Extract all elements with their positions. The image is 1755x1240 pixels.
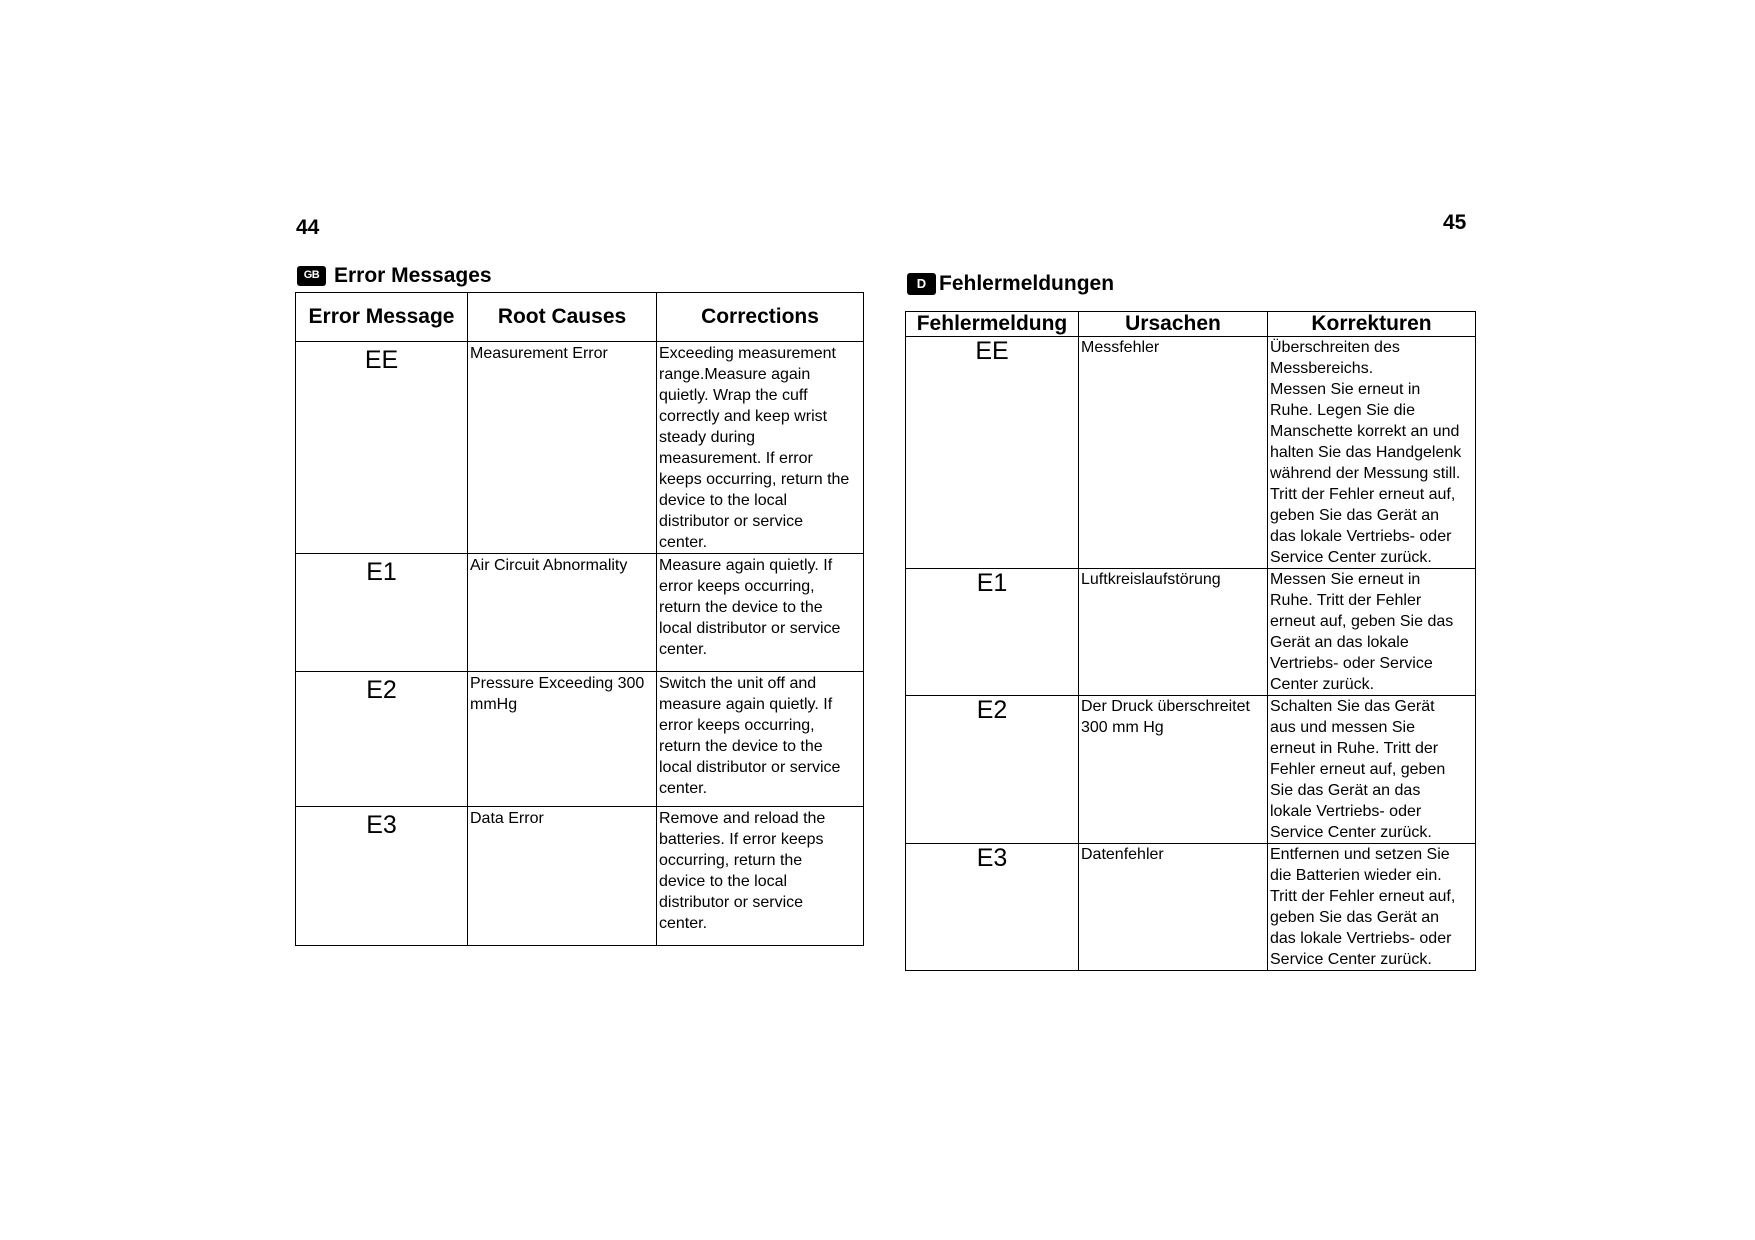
error-table-en bbox=[295, 292, 864, 946]
correction: Messen Sie erneut in Ruhe. Tritt der Fehler erneut auf, geben Sie das Gerät an das lokale Vertriebs- oder Service Center zurück. bbox=[1268, 569, 1476, 696]
table-row bbox=[906, 696, 1476, 844]
header-root-causes: Root Causes bbox=[468, 293, 657, 342]
table-row bbox=[296, 342, 864, 554]
gb-flag-icon: GB bbox=[297, 266, 326, 286]
root-cause: Air Circuit Abnormality bbox=[468, 554, 657, 672]
root-cause: Der Druck überschreitet 300 mm Hg bbox=[1079, 696, 1268, 844]
root-cause: Datenfehler bbox=[1079, 844, 1268, 971]
correction: Entfernen und setzen Sie die Batterien wieder ein. Tritt der Fehler erneut auf, geben Sie das Gerät an das lokale Vertriebs- oder Service Center zurück. bbox=[1268, 844, 1476, 971]
correction: Remove and reload the batteries. If error keeps occurring, return the device to the local distributor or service center. bbox=[657, 807, 864, 946]
header-korrekturen: Korrekturen bbox=[1268, 312, 1476, 337]
root-cause: Measurement Error bbox=[468, 342, 657, 554]
table-row bbox=[296, 672, 864, 807]
error-table-de bbox=[905, 311, 1476, 971]
table-row bbox=[906, 569, 1476, 696]
correction: Measure again quietly. If error keeps occurring, return the device to the local distributor or service center. bbox=[657, 554, 864, 672]
correction: Schalten Sie das Gerät aus und messen Sie erneut in Ruhe. Tritt der Fehler erneut auf, geben Sie das Gerät an das lokale Vertriebs- oder Service Center zurück. bbox=[1268, 696, 1476, 844]
root-cause: Luftkreislaufstörung bbox=[1079, 569, 1268, 696]
table-row bbox=[296, 554, 864, 672]
header-corrections: Corrections bbox=[657, 293, 864, 342]
error-code: E1 bbox=[296, 554, 468, 672]
correction: Überschreiten des Messbereichs. Messen Sie erneut in Ruhe. Legen Sie die Manschette korrekt an und halten Sie das Handgelenk während der Messung still. Tritt der Fehler erneut auf, geben Sie das Gerät an das lokale Vertriebs- oder Service Center zurück. bbox=[1268, 337, 1476, 569]
root-cause: Pressure Exceeding 300 mmHg bbox=[468, 672, 657, 807]
header-fehlermeldung: Fehlermeldung bbox=[906, 312, 1079, 337]
section-heading-en bbox=[297, 264, 492, 288]
table-row bbox=[296, 807, 864, 946]
error-code: E2 bbox=[296, 672, 468, 807]
root-cause: Data Error bbox=[468, 807, 657, 946]
table-header-row bbox=[906, 312, 1476, 337]
section-heading-de bbox=[907, 272, 1114, 296]
header-ursachen: Ursachen bbox=[1079, 312, 1268, 337]
table-header-row bbox=[296, 293, 864, 342]
error-code: E1 bbox=[906, 569, 1079, 696]
error-code: E3 bbox=[296, 807, 468, 946]
table-row bbox=[906, 337, 1476, 569]
error-code: E3 bbox=[906, 844, 1079, 971]
root-cause: Messfehler bbox=[1079, 337, 1268, 569]
de-flag-icon: D bbox=[907, 273, 936, 295]
correction: Switch the unit off and measure again quietly. If error keeps occurring, return the device to the local distributor or service center. bbox=[657, 672, 864, 807]
header-error-message: Error Message bbox=[296, 293, 468, 342]
page-number-left: 44 bbox=[296, 216, 320, 239]
error-code: EE bbox=[296, 342, 468, 554]
section-title-en: Error Messages bbox=[334, 264, 492, 287]
error-code: EE bbox=[906, 337, 1079, 569]
correction: Exceeding measurement range.Measure again quietly. Wrap the cuff correctly and keep wrist steady during measurement. If error keeps occurring, return the device to the local distributor or service center. bbox=[657, 342, 864, 554]
error-code: E2 bbox=[906, 696, 1079, 844]
page-number-right: 45 bbox=[1443, 211, 1467, 234]
section-title-de: Fehlermeldungen bbox=[939, 272, 1115, 295]
table-row bbox=[906, 844, 1476, 971]
